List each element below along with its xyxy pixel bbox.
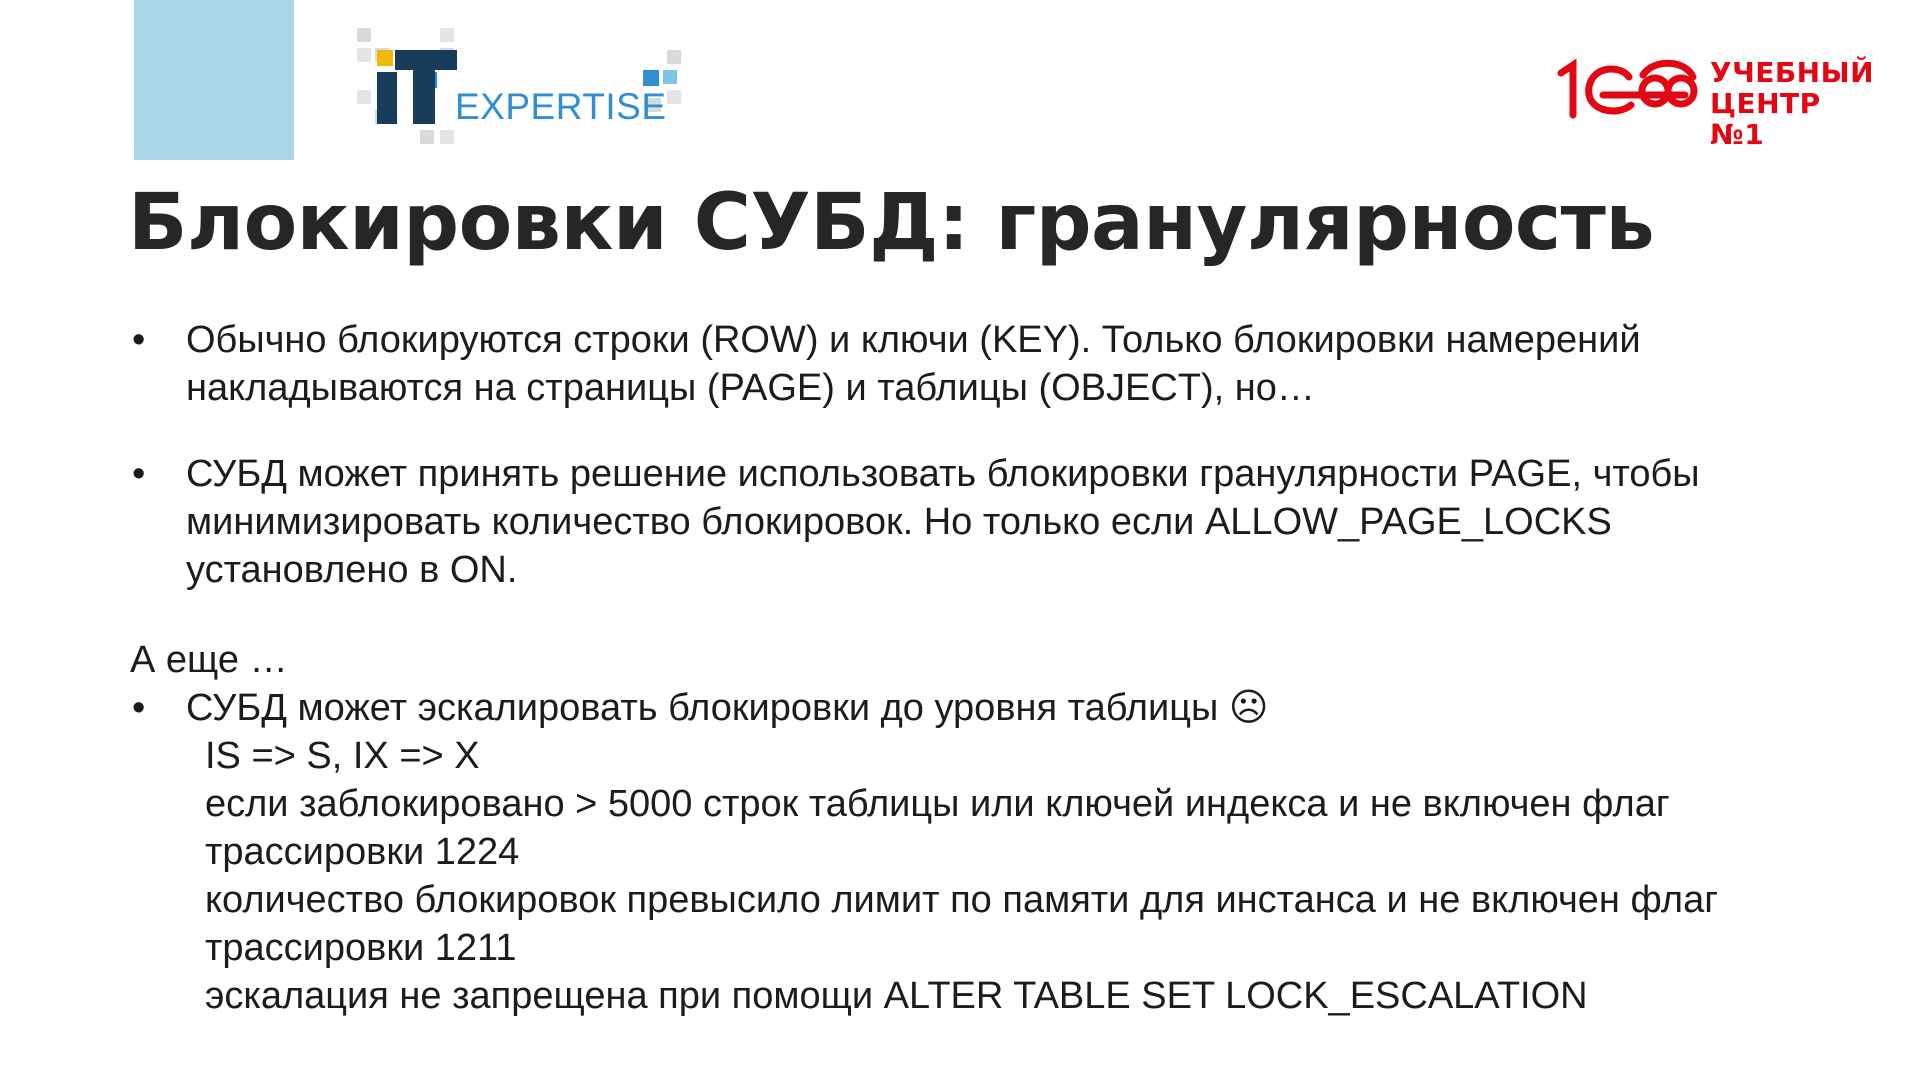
bullet2-line3: установлено в ON. xyxy=(186,549,518,591)
onec-logo-text-line1: УЧЕБНЫЙ xyxy=(1710,56,1875,89)
bullet-dot: • xyxy=(132,319,146,361)
slide-body xyxy=(130,316,1880,1020)
onec-logo-mark xyxy=(1555,55,1705,125)
bullet2-line2: минимизировать количество блокировок. Но только если ALLOW_PAGE_LOCKS xyxy=(186,501,1612,543)
it-expertise-wordmark: EXPERTISE xyxy=(455,86,667,127)
sub-item: если заблокировано > 5000 строк таблицы или ключей индекса и не включен флаг xyxy=(205,783,1670,825)
onec-logo-text-line2: ЦЕНТР №1 xyxy=(1710,87,1821,151)
sub-item: трассировки 1224 xyxy=(205,831,520,873)
bullet-item xyxy=(130,450,1880,594)
bullet1-line1: Обычно блокируются строки (ROW) и ключи (KEY). Только блокировки намерений xyxy=(186,319,1641,361)
onec-logo-text xyxy=(1710,57,1875,150)
sub-item: эскалация не запрещена при помощи ALTER TABLE SET LOCK_ESCALATION xyxy=(205,975,1588,1017)
bullet1-line2: накладываются на страницы (PAGE) и таблицы (OBJECT), но… xyxy=(186,367,1315,409)
sub-item: трассировки 1211 xyxy=(205,927,517,969)
bullet-dot: • xyxy=(132,453,146,495)
sub-item: IS => S, IX => X xyxy=(205,735,480,777)
blue-square-decoration xyxy=(134,0,294,160)
bullet-item xyxy=(130,684,1880,732)
sub-item: количество блокировок превысило лимит по памяти для инстанса и не включен флаг xyxy=(205,879,1719,921)
bullet2-line1: СУБД может принять решение использовать блокировки гранулярности PAGE, чтобы xyxy=(186,453,1700,495)
bullet3-line1: СУБД может эскалировать блокировки до уровня таблицы ☹ xyxy=(186,687,1269,729)
slide-title: Блокировки СУБД: гранулярность xyxy=(128,178,1655,268)
bullet-dot: • xyxy=(132,687,146,729)
bullet-item xyxy=(130,316,1880,412)
onec-training-center-logo xyxy=(1555,55,1875,151)
it-expertise-logo xyxy=(355,28,705,153)
also-heading: А еще … xyxy=(130,639,288,681)
